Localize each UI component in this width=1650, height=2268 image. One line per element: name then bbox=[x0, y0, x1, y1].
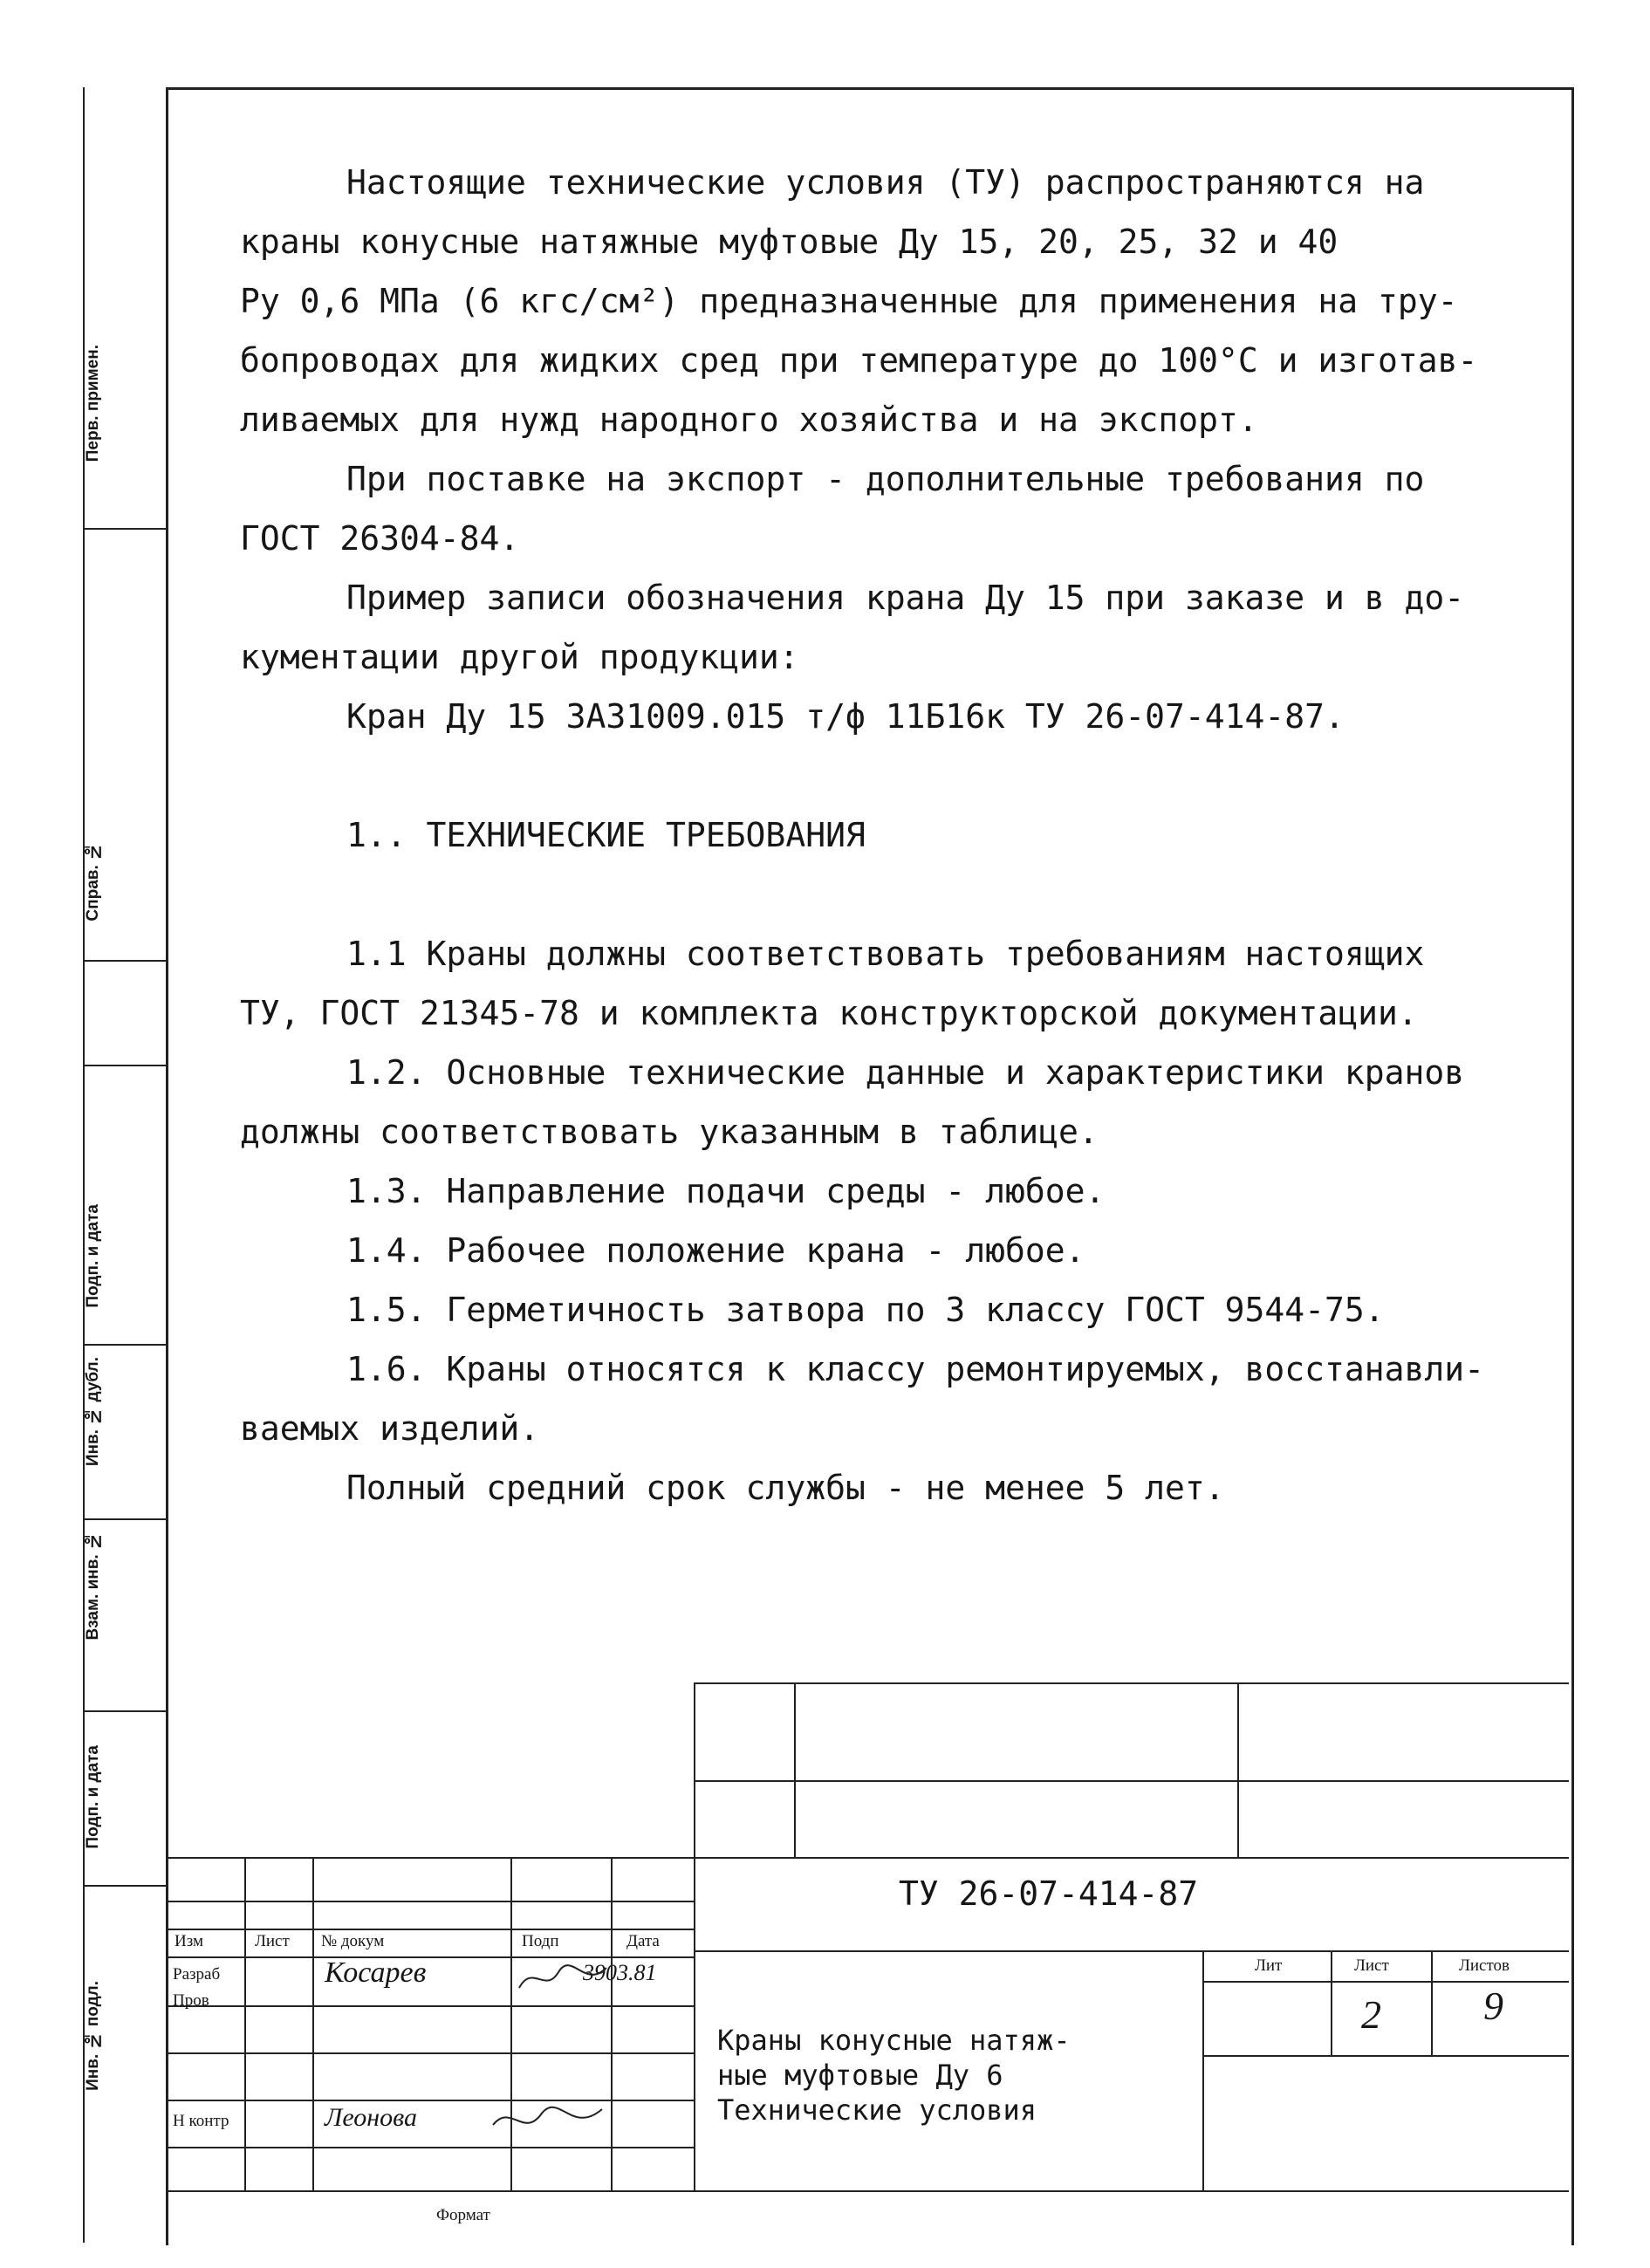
side-label-perv-primen: Перв. примен. bbox=[84, 345, 102, 463]
sheets-label: Листов bbox=[1459, 1956, 1510, 1975]
format-label: Формат bbox=[436, 2206, 490, 2224]
row-label-prov: Пров bbox=[173, 1991, 209, 2010]
side-divider bbox=[83, 528, 166, 530]
title-block-line bbox=[1431, 1950, 1433, 2055]
table-line bbox=[694, 1682, 695, 1857]
requirement-line: должны соответствовать указанным в таблице. bbox=[240, 1113, 1099, 1151]
table-line bbox=[1237, 1682, 1239, 1857]
title-block-line bbox=[312, 1857, 314, 2190]
col-header-izm: Изм bbox=[175, 1932, 203, 1950]
title-block-line bbox=[611, 1857, 613, 2190]
title-block-line bbox=[1202, 1981, 1569, 1983]
requirement-line: 1.5. Герметичность затвора по 3 классу ГОСТ 9544-75. bbox=[346, 1291, 1385, 1329]
col-header-podp: Подп bbox=[522, 1932, 559, 1950]
side-divider bbox=[83, 1885, 166, 1887]
row-label-n-kontr: Н контр bbox=[173, 2112, 229, 2130]
side-label-podp-data-2: Подп. и дата bbox=[84, 1745, 102, 1849]
side-label-inv-dubl: Инв. № дубл. bbox=[84, 1357, 102, 1467]
side-divider bbox=[83, 1518, 166, 1520]
document-body bbox=[240, 153, 1505, 1518]
sheet-label: Лист bbox=[1354, 1956, 1389, 1975]
paragraph-line: Кран Ду 15 3А31009.015 т/ф 11Б16к ТУ 26-07-414-87. bbox=[346, 697, 1345, 736]
title-block-line bbox=[1331, 1950, 1332, 2055]
title-block-line bbox=[694, 1857, 695, 2190]
requirement-line: 1.4. Рабочее положение крана - любое. bbox=[346, 1231, 1085, 1270]
developer-name: Косарев bbox=[325, 1956, 427, 1989]
requirement-line: ТУ, ГОСТ 21345-78 и комплекта конструкторской документации. bbox=[240, 994, 1418, 1032]
col-header-list: Лист bbox=[255, 1932, 290, 1950]
row-label-razrab: Разраб bbox=[173, 1965, 221, 1984]
paragraph-line: бопроводах для жидких сред при температуре до 100°С и изготав- bbox=[240, 341, 1478, 380]
requirement-line: Полный средний срок службы - не менее 5 лет. bbox=[346, 1469, 1225, 1507]
title-block-line bbox=[244, 1857, 246, 2190]
sheet-number: 2 bbox=[1361, 1992, 1381, 2037]
col-header-data: Дата bbox=[626, 1932, 660, 1950]
side-divider bbox=[83, 1344, 166, 1346]
document-title: Краны конусные натяж- ные муфтовые Ду 6 Технические условия bbox=[717, 2024, 1071, 2127]
requirement-line: 1.6. Краны относятся к классу ремонтируемых, восстанавли- bbox=[346, 1350, 1485, 1388]
lit-label: Лит bbox=[1255, 1956, 1283, 1975]
requirement-line: 1.3. Направление подачи среды - любое. bbox=[346, 1172, 1106, 1210]
n-kontr-name: Леонова bbox=[325, 2103, 417, 2132]
table-line bbox=[694, 1780, 1569, 1782]
side-divider bbox=[83, 1065, 166, 1066]
signature-mark bbox=[515, 1955, 611, 1998]
table-line bbox=[694, 1682, 1569, 1684]
table-line bbox=[794, 1682, 796, 1857]
paragraph-line: ГОСТ 26304-84. bbox=[240, 519, 520, 558]
requirement-line: 1.2. Основные технические данные и характеристики кранов bbox=[346, 1053, 1465, 1092]
title-block-line bbox=[166, 2190, 1569, 2192]
title-block-line bbox=[694, 1950, 1569, 1952]
title-block-line bbox=[1202, 1950, 1204, 2190]
paragraph-line: Пример записи обозначения крана Ду 15 при заказе и в до- bbox=[346, 579, 1465, 617]
side-label-sprav: Справ. № bbox=[84, 842, 102, 922]
requirement-line: 1.1 Краны должны соответствовать требованиям настоящих bbox=[346, 935, 1425, 973]
title-block-line bbox=[166, 1857, 1569, 1859]
paragraph-line: краны конусные натяжные муфтовые Ду 15, 20, 25, 32 и 40 bbox=[240, 223, 1338, 261]
document-code: ТУ 26-07-414-87 bbox=[899, 1874, 1199, 1913]
paragraph-line: При поставке на экспорт - дополнительные требования по bbox=[346, 460, 1425, 498]
paragraph-line: Ру 0,6 МПа (6 кгс/см²) предназначенные для применения на тру- bbox=[240, 282, 1458, 320]
developer-date: 3903.81 bbox=[583, 1960, 657, 1985]
title-block-line bbox=[1202, 2055, 1569, 2057]
side-divider bbox=[83, 960, 166, 962]
side-label-podp-data: Подп. и дата bbox=[84, 1204, 102, 1308]
signature-mark bbox=[489, 2099, 611, 2142]
side-divider bbox=[83, 1710, 166, 1712]
side-label-inv-podl: Инв. № подл. bbox=[84, 1981, 102, 2091]
side-label-vzam-inv: Взам. инв. № bbox=[84, 1531, 102, 1641]
paragraph-line: кументации другой продукции: bbox=[240, 638, 799, 676]
col-header-no-dokum: № докум bbox=[321, 1932, 385, 1950]
paragraph-line: ливаемых для нужд народного хозяйства и на экспорт. bbox=[240, 401, 1258, 439]
paragraph-line: Настоящие технические условия (ТУ) распространяются на bbox=[346, 163, 1425, 202]
section-heading: 1.. ТЕХНИЧЕСКИЕ ТРЕБОВАНИЯ bbox=[346, 816, 866, 854]
sheets-count: 9 bbox=[1483, 1984, 1503, 2028]
requirement-line: ваемых изделий. bbox=[240, 1409, 540, 1448]
